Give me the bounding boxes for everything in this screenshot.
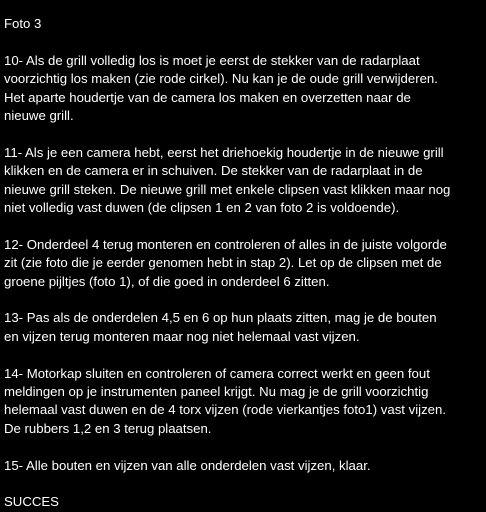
step-line: helemaal vast duwen en de 4 torx vijzen (rode vierkantjes foto1) vast vijzen.	[4, 402, 447, 418]
step-line: meldingen op je instrumenten paneel krijgt. Nu mag je de grill voorzichtig	[4, 384, 429, 400]
step-10	[4, 52, 484, 126]
step-line: 10- Als de grill volledig los is moet je eerst de stekker van de radarplaat	[4, 52, 420, 68]
step-line: voorzichtig los maken (zie rode cirkel). Nu kan je de oude grill verwijderen.	[4, 71, 438, 87]
step-line: 12- Onderdeel 4 terug monteren en controleren of alles in de juiste volgorde	[4, 236, 447, 252]
step-line: zit (zie foto die je eerder genomen hebt in stap 2). Let op de clipsen met de	[4, 255, 442, 271]
step-line: nieuwe grill.	[4, 108, 74, 124]
step-line: 11- Als je een camera hebt, eerst het driehoekig houdertje in de nieuwe grill	[4, 144, 444, 160]
closing-text-block	[4, 493, 484, 511]
step-line: 13- Pas als de onderdelen 4,5 en 6 op hun plaats zitten, mag je de bouten	[4, 310, 437, 326]
step-line: klikken en de camera er in schuiven. De stekker van de radarplaat in de	[4, 163, 423, 179]
closing-text: SUCCES	[4, 494, 59, 510]
step-line: en vijzen terug monteren maar nog niet helemaal vast vijzen.	[4, 328, 360, 344]
step-line: niet volledig vast duwen (de clipsen 1 en 2 van foto 2 is voldoende).	[4, 200, 400, 216]
instructions-document	[4, 15, 484, 512]
step-14	[4, 365, 484, 439]
step-11	[4, 144, 484, 218]
step-line: nieuwe grill steken. De nieuwe grill met enkele clipsen vast klikken maar nog	[4, 181, 451, 197]
step-line: Het aparte houdertje van de camera los maken en overzetten naar de	[4, 89, 411, 105]
step-line: 14- Motorkap sluiten en controleren of camera correct werkt en geen fout	[4, 365, 430, 381]
step-line: 15- Alle bouten en vijzen van alle onderdelen vast vijzen, klaar.	[4, 457, 371, 473]
heading-text: Foto 3	[4, 16, 42, 31]
step-15	[4, 457, 484, 475]
document-heading	[4, 15, 484, 33]
step-12	[4, 236, 484, 291]
step-13	[4, 309, 484, 346]
step-line: groene pijltjes (foto 1), of die goed in onderdeel 6 zitten.	[4, 273, 330, 289]
step-line: De rubbers 1,2 en 3 terug plaatsen.	[4, 420, 212, 436]
